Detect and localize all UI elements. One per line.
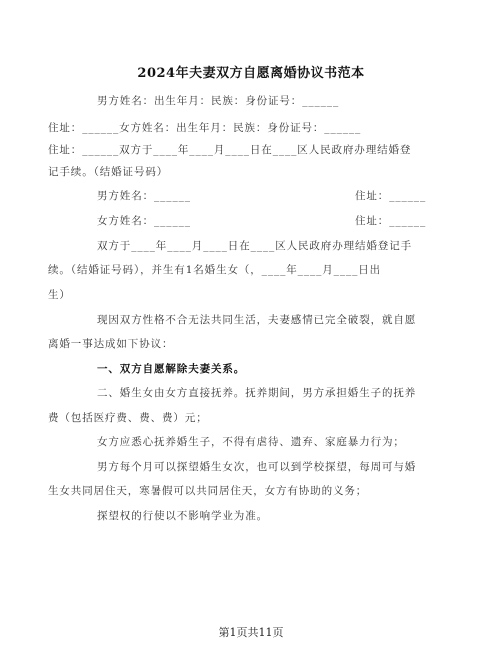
paragraph-line: 离婚一事达成如下协议： [48, 338, 174, 350]
section-heading: 一、双方自愿解除夫妻关系。 [97, 363, 246, 375]
document-title: 2024年夫妻双方自愿离婚协议书范本 [137, 66, 365, 81]
paragraph-line: 住址：______ [355, 190, 427, 202]
paragraph-line: 续。（结婚证号码），并生有1名婚生女（，____年____月____日出 [48, 264, 382, 276]
paragraph-line: 女方应悉心抚养婚生子，不得有虐待、遗弃、家庭暴力行为； [97, 436, 405, 448]
paragraph-line: 费（包括医疗费、费、费）元； [48, 412, 208, 424]
paragraph-line: 住址：______ [355, 215, 427, 227]
paragraph-line: 女方姓名：______ [97, 215, 191, 227]
paragraph-line: 探望权的行使以不影响学业为准。 [97, 510, 268, 522]
paragraph-line: 生女共同居住天，寒暑假可以共同居住天，女方有协助的义务； [48, 485, 368, 497]
paragraph-line: 男方姓名：______ [97, 190, 191, 202]
paragraph-line: 男方每个月可以探望婚生女次，也可以到学校探望，每周可与婚 [97, 461, 417, 473]
paragraph-line: 住址：______双方于____年____月____日在____区人民政府办理结婚登 [48, 144, 412, 156]
paragraph-line: 二、婚生女由女方直接抚养。抚养期间，男方承担婚生子的抚养 [97, 387, 417, 399]
paragraph-line: 记手续。（结婚证号码） [48, 166, 169, 178]
paragraph-line: 住址：______女方姓名：出生年月：民族：身份证号：______ [48, 122, 362, 134]
paragraph-line: 男方姓名：出生年月：民族：身份证号：______ [97, 95, 340, 107]
paragraph-line: 双方于____年____月____日在____区人民政府办理结婚登记手 [97, 240, 412, 252]
paragraph-line: 现因双方性格不合无法共同生活，夫妻感情已完全破裂，就自愿 [97, 314, 417, 326]
page-number: 第1页共11页 [218, 626, 284, 639]
paragraph-line: 生） [48, 289, 71, 301]
